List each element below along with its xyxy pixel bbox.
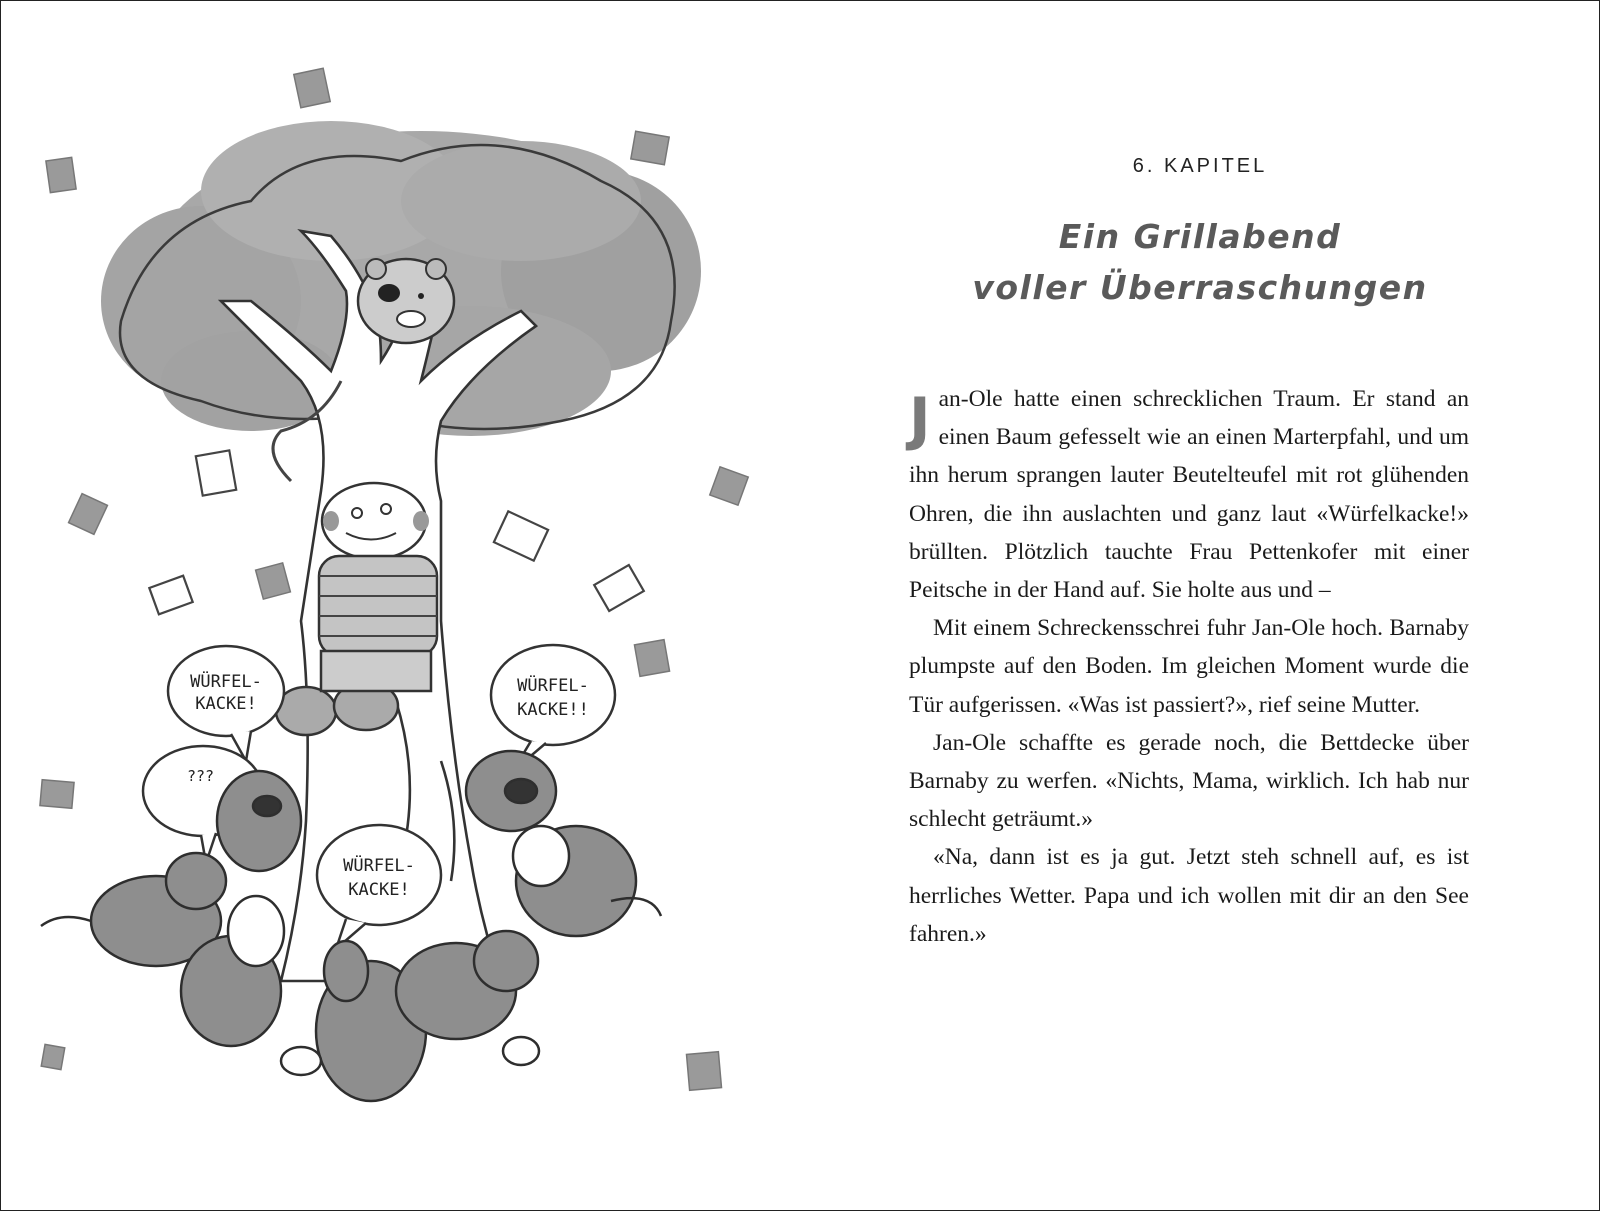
speech-bubble-center-line1: WÜRFEL-: [343, 856, 415, 876]
thought-bubble-text: ???: [187, 767, 215, 785]
chapter-title: [801, 211, 1599, 313]
speech-bubble-right-line1: WÜRFEL-: [517, 676, 589, 696]
chapter-body-text: [909, 380, 1469, 953]
drop-cap: J: [909, 385, 931, 453]
paragraph-1-text: an-Ole hatte einen schrecklichen Traum. Er stand an einen Baum gefesselt wie an einen Marterpfahl, und um ihn herum sprangen lauter Beutelteufel mit rot glühenden Ohren, die ihn auslachten und ganz laut «Würfelkacke!» brüllten. Plötzlich tauchte Frau Pettenkofer mit einer Peitsche in der Hand auf. Sie holte aus und –: [909, 386, 1469, 604]
paragraph-3: Jan-Ole schaffte es gerade noch, die Bettdecke über Barnaby zu werfen. «Nichts, Mama, wirklich. Ich hab nur schlecht geträumt.»: [909, 729, 1469, 833]
chapter-title-line1: Ein Grillabend: [1058, 217, 1342, 256]
speech-bubble-left-line1: WÜRFEL-: [190, 672, 262, 692]
paragraph-2: Mit einem Schreckensschrei fuhr Jan-Ole hoch. Barnaby plumpste auf den Boden. Im gleichen Moment wurde die Tür aufgerissen. «Was ist passiert?», rief seine Mutter.: [909, 615, 1469, 718]
chapter-title-line2: voller Überraschungen: [972, 268, 1428, 307]
paragraph-4: «Na, dann ist es ja gut. Jetzt steh schnell auf, es ist herrliches Wetter. Papa und ich wollen mit dir an den See fahren.»: [909, 844, 1469, 947]
tree-illustration: [1, 1, 801, 1210]
right-page-text-page: [801, 1, 1599, 1210]
speech-bubble-right-line2: KACKE!!: [517, 700, 589, 720]
speech-bubble-left-line2: KACKE!: [195, 694, 257, 714]
chapter-number: 6. KAPITEL: [1132, 155, 1268, 177]
speech-bubble-left: [168, 646, 284, 761]
speech-bubble-center-line2: KACKE!: [348, 880, 410, 900]
left-page-illustration-page: [1, 1, 801, 1210]
bear-character: [358, 259, 454, 343]
paragraph-1: [909, 380, 1469, 609]
